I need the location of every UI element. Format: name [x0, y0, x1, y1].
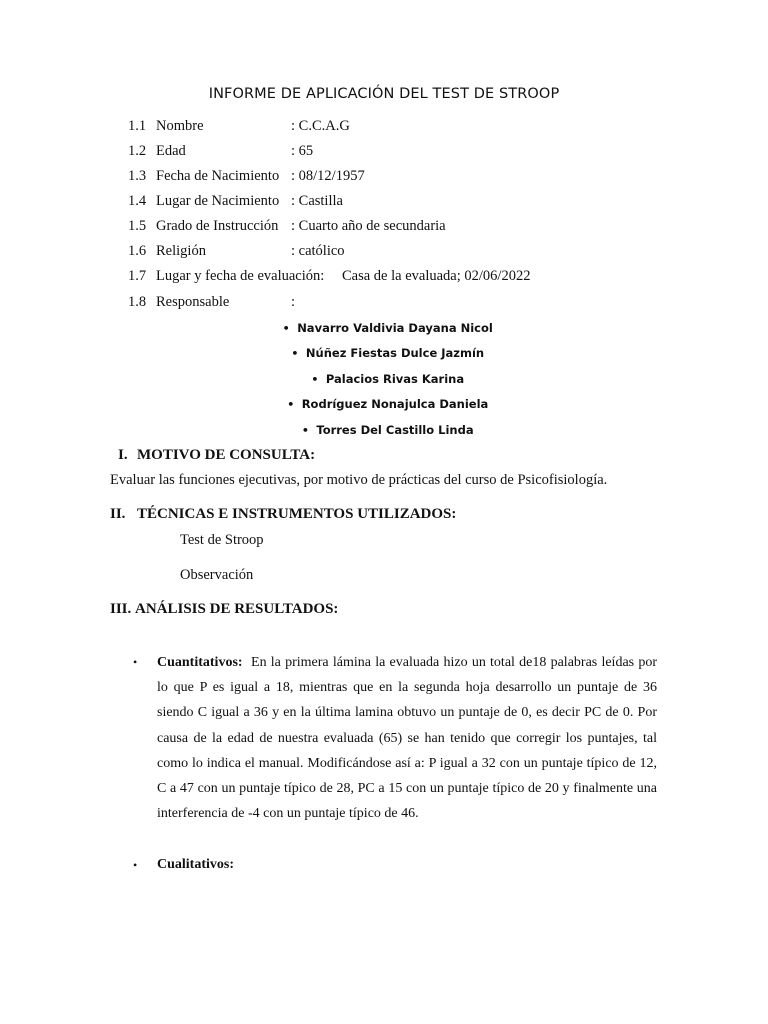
info-label: Religión	[156, 243, 206, 259]
cuantitativos-paragraph	[157, 650, 657, 826]
info-value: Casa de la evaluada; 02/06/2022	[342, 268, 531, 284]
bullet-icon: •	[282, 322, 290, 335]
info-number: 1.8	[128, 294, 147, 310]
bullet-icon: •	[287, 398, 295, 411]
info-number: 1.1	[128, 118, 147, 134]
info-label: Fecha de Nacimiento	[156, 168, 280, 184]
section-numeral: II.	[110, 506, 126, 522]
section-title: TÉCNICAS E INSTRUMENTOS UTILIZADOS:	[137, 506, 457, 522]
responsable-item	[0, 423, 768, 437]
responsable-item	[0, 346, 768, 360]
info-number: 1.6	[128, 243, 147, 259]
cuantitativos-text: En la primera lámina la evaluada hizo un total de18 palabras leídas por lo que P es igual a 18, mientras que en la segunda hoja desarrollo un puntaje de 36 siendo C igual a 36 y en la última lamina obtuvo un puntaje de 0, es decir PC de 0. Por causa de la edad de nuestra evaluada (65) se han tenido que corregir los puntajes, tal como lo indica el manual. Modificándose así a: P igual a 32 con un puntaje típico de 12, C a 47 con un puntaje típico de 28, PC a 15 con un puntaje típico de 20 y finalmente una interferencia de -4 con un puntaje típico de 46.	[157, 655, 657, 822]
responsable-item	[0, 321, 768, 335]
info-number: 1.2	[128, 143, 147, 159]
section-title: ANÁLISIS DE RESULTADOS:	[135, 601, 339, 617]
bullet-icon: •	[291, 347, 299, 360]
tecnica-item: Test de Stroop	[180, 532, 264, 548]
cuantitativos-label: Cuantitativos:	[157, 655, 243, 670]
info-value: : 08/12/1957	[291, 168, 365, 184]
info-label: Responsable	[156, 294, 230, 310]
info-value: : Cuarto año de secundaria	[291, 218, 446, 234]
info-label: Nombre	[156, 118, 204, 134]
responsable-item	[0, 397, 768, 411]
responsable-name: Torres Del Castillo Linda	[316, 423, 474, 437]
info-value: : católico	[291, 243, 345, 259]
bullet-icon: •	[311, 373, 319, 386]
responsable-name: Núñez Fiestas Dulce Jazmín	[305, 346, 485, 360]
info-number: 1.3	[128, 168, 147, 184]
info-value: : 65	[291, 143, 314, 159]
responsable-name: Palacios Rivas Karina	[325, 372, 465, 386]
cualitativos-label: Cualitativos:	[157, 857, 234, 872]
section-numeral: III.	[110, 601, 132, 617]
info-label: Grado de Instrucción	[156, 218, 279, 234]
tecnica-item: Observación	[180, 567, 254, 583]
info-label: Lugar de Nacimiento	[156, 193, 280, 209]
section-heading-motivo	[118, 447, 315, 464]
info-value: : C.C.A.G	[291, 118, 350, 134]
info-value: : Castilla	[291, 193, 343, 209]
document-title: INFORME DE APLICACIÓN DEL TEST DE STROOP	[208, 86, 560, 102]
bullet-icon: •	[133, 655, 138, 669]
motivo-text: Evaluar las funciones ejecutivas, por motivo de prácticas del curso de Psicofisiología.	[110, 472, 608, 488]
info-number: 1.7	[128, 268, 147, 284]
info-value: :	[291, 294, 296, 310]
info-label: Edad	[156, 143, 186, 159]
section-title: MOTIVO DE CONSULTA:	[137, 447, 316, 463]
bullet-icon: •	[133, 858, 138, 872]
responsable-name: Rodríguez Nonajulca Daniela	[301, 397, 489, 411]
section-heading-analisis	[110, 601, 338, 618]
info-number: 1.5	[128, 218, 147, 234]
info-number: 1.4	[128, 193, 147, 209]
responsable-name: Navarro Valdivia Dayana Nicol	[297, 321, 493, 335]
section-heading-tecnicas	[110, 506, 456, 523]
bullet-icon: •	[301, 424, 309, 437]
responsable-item	[0, 372, 768, 386]
info-label: Lugar y fecha de evaluación:	[156, 268, 325, 284]
section-numeral: I.	[118, 447, 128, 463]
